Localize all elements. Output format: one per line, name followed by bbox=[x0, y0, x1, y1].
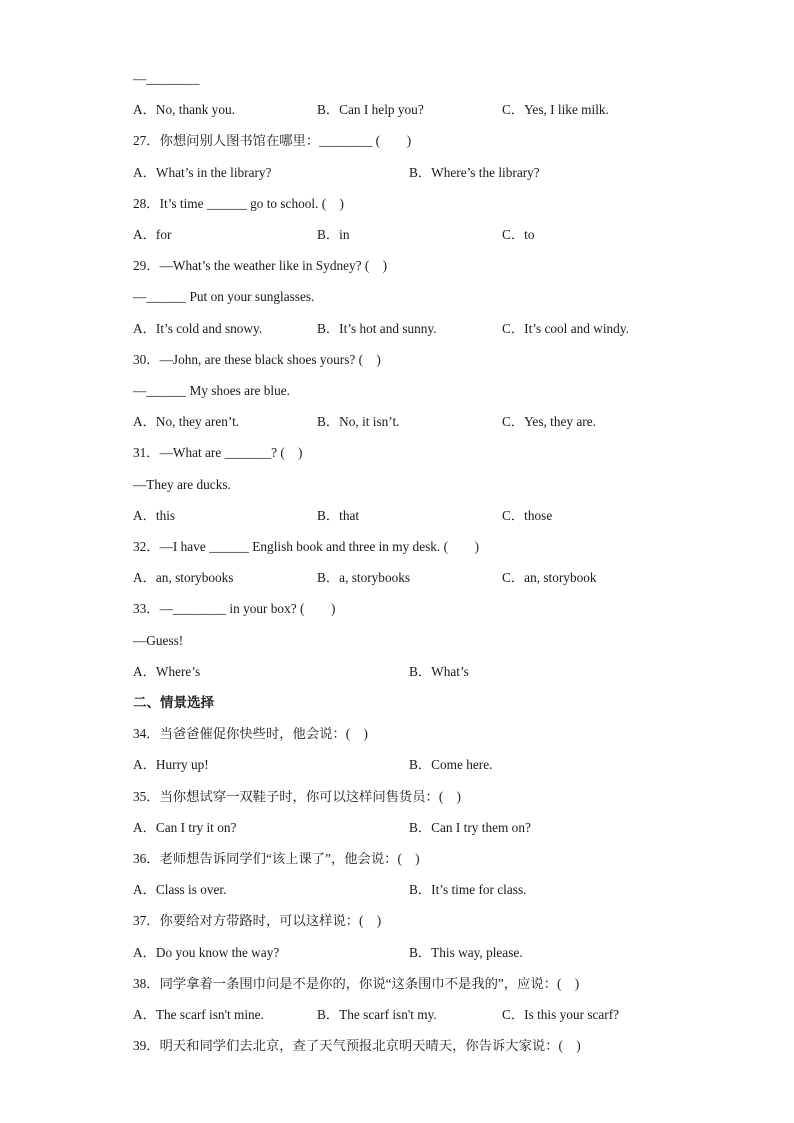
option-b[interactable]: B．No, it isn’t. bbox=[317, 414, 400, 430]
question-line: 30．—John, are these black shoes yours? ( ) bbox=[133, 351, 381, 367]
option-c[interactable]: C．Yes, they are. bbox=[502, 414, 596, 430]
question-line: —______ My shoes are blue. bbox=[133, 383, 290, 398]
option-a[interactable]: A．The scarf isn't mine. bbox=[133, 1007, 264, 1022]
question-line: 36．老师想告诉同学们“该上课了”，他会说：( ) bbox=[133, 851, 420, 866]
option-b[interactable]: B．It’s hot and sunny. bbox=[317, 320, 437, 336]
question-line: 34．当爸爸催促你快些时，他会说：( ) bbox=[133, 726, 368, 742]
question-line: 29．—What’s the weather like in Sydney? ( ) bbox=[133, 258, 388, 274]
question-line: —______ Put on your sunglasses. bbox=[133, 289, 315, 305]
question-line: —They are ducks. bbox=[133, 476, 231, 492]
question-line: 37．你要给对方带路时，可以这样说：( ) bbox=[133, 913, 382, 929]
option-b[interactable]: B．Can I help you? bbox=[317, 102, 424, 118]
option-c[interactable]: C．Yes, I like milk. bbox=[502, 102, 609, 118]
option-b[interactable]: B．This way, please. bbox=[409, 944, 523, 960]
option-a[interactable]: A．an, storybooks bbox=[133, 570, 234, 586]
option-a[interactable]: A．No, thank you. bbox=[133, 102, 235, 118]
option-b[interactable]: B．The scarf isn't my. bbox=[317, 1007, 437, 1022]
option-a[interactable]: A．Where’s bbox=[133, 663, 201, 679]
option-c[interactable]: C．those bbox=[502, 507, 553, 523]
option-a[interactable]: A．It’s cold and snowy. bbox=[133, 320, 263, 336]
option-b[interactable]: B．Where’s the library? bbox=[409, 164, 540, 180]
option-b[interactable]: B．It’s time for class. bbox=[409, 882, 527, 898]
question-line: 28．It’s time ______ go to school. ( ) bbox=[133, 195, 344, 211]
question-line: 27．你想问别人图书馆在哪里：________ ( ) bbox=[133, 133, 412, 149]
question-line: 38．同学拿着一条围巾问是不是你的，你说“这条围巾不是我的”，应说：( ) bbox=[133, 975, 580, 991]
question-line: 33．—________ in your box? ( ) bbox=[133, 601, 336, 617]
option-a[interactable]: A．Class is over. bbox=[133, 882, 227, 898]
question-line: 35．当你想试穿一双鞋子时，你可以这样问售货员：( ) bbox=[133, 788, 461, 804]
option-c[interactable]: C．Is this your scarf? bbox=[502, 1007, 620, 1022]
option-a[interactable]: A．What’s in the library? bbox=[133, 164, 272, 180]
option-b[interactable]: B．a, storybooks bbox=[317, 570, 411, 586]
option-a[interactable]: A．Hurry up! bbox=[133, 757, 209, 773]
option-c[interactable]: C．It’s cool and windy. bbox=[502, 320, 629, 336]
option-b[interactable]: B．Come here. bbox=[409, 757, 493, 773]
question-line: —Guess! bbox=[133, 632, 184, 648]
question-line: 32．—I have ______ English book and three in my desk. ( ) bbox=[133, 539, 480, 554]
option-a[interactable]: A．Do you know the way? bbox=[133, 944, 280, 960]
option-b[interactable]: B．What’s bbox=[409, 663, 469, 679]
option-b[interactable]: B．that bbox=[317, 507, 360, 523]
option-a[interactable]: A．Can I try it on? bbox=[133, 819, 237, 835]
option-a[interactable]: A．this bbox=[133, 507, 176, 523]
option-a[interactable]: A．for bbox=[133, 227, 172, 242]
question-line: —________ bbox=[133, 71, 200, 86]
option-a[interactable]: A．No, they aren’t. bbox=[133, 414, 240, 430]
question-line: 31．—What are _______? ( ) bbox=[133, 445, 303, 461]
option-b[interactable]: B．Can I try them on? bbox=[409, 819, 531, 835]
option-b[interactable]: B．in bbox=[317, 227, 350, 242]
question-line: 39．明天和同学们去北京，查了天气预报北京明天晴天，你告诉大家说：( ) bbox=[133, 1038, 581, 1054]
section-heading: 二、情景选择 bbox=[133, 695, 214, 711]
option-c[interactable]: C．an, storybook bbox=[502, 570, 597, 586]
option-c[interactable]: C．to bbox=[502, 227, 535, 242]
